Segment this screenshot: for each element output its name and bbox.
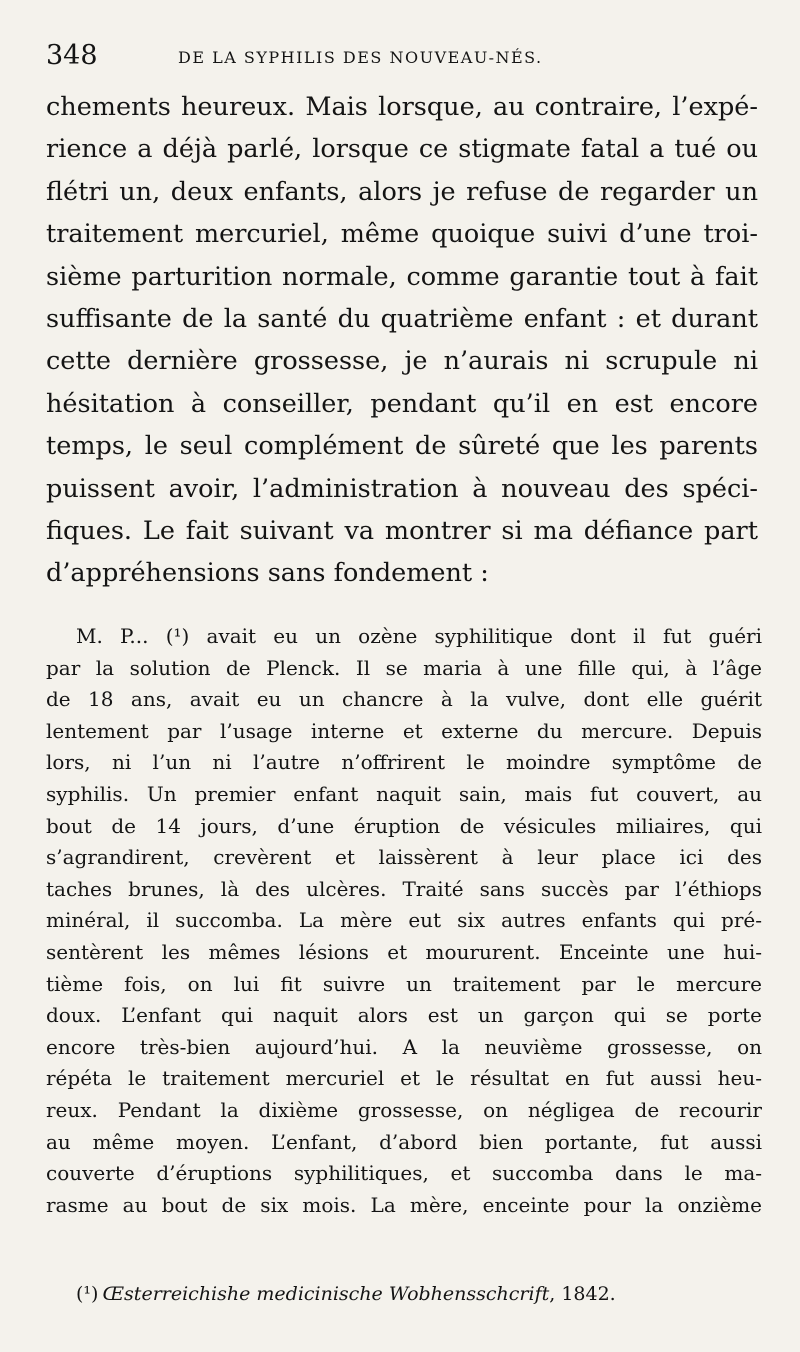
case-line: de 18 ans, avait eu un chancre à la vulve, dont elle guérit — [46, 687, 762, 712]
case-line: M. P... (¹) avait eu un ozène syphilitique dont il fut guéri — [76, 624, 762, 648]
case-line: rasme au bout de six mois. La mère, enceinte pour la onzième — [46, 1192, 762, 1217]
case-line: minéral, il succomba. La mère eut six autres enfants qui pré- — [46, 908, 762, 933]
case-line: encore très-bien aujourd’hui. A la neuvième grossesse, on — [46, 1034, 762, 1059]
case-line: syphilis. Un premier enfant naquit sain, mais fut couvert, au — [46, 781, 762, 806]
case-line: répéta le traitement mercuriel et le résultat en fut aussi heu- — [46, 1066, 762, 1091]
text-line: traitement mercuriel, même quoique suivi d’une troi- — [46, 219, 758, 250]
text-line: fiques. Le fait suivant va montrer si ma défiance part — [46, 515, 758, 546]
text-line: suffisante de la santé du quatrième enfant : et durant — [46, 303, 758, 334]
case-line: au même moyen. L’enfant, d’abord bien portante, fut aussi — [46, 1129, 762, 1154]
case-report — [46, 621, 762, 1221]
case-line: doux. L’enfant qui naquit alors est un garçon qui se porte — [46, 1003, 762, 1028]
case-line: s’agrandirent, crevèrent et laissèrent à leur place ici des — [46, 845, 762, 870]
footnote-marker: (¹) — [76, 1283, 99, 1305]
case-line: lors, ni l’un ni l’autre n’offrirent le moindre symptôme de — [46, 750, 762, 775]
text-line: hésitation à conseiller, pendant qu’il en est encore — [46, 388, 758, 419]
text-line: cette dernière grossesse, je n’aurais ni scrupule ni — [46, 346, 758, 377]
running-title: DE LA SYPHILIS DES NOUVEAU-NÉS. — [178, 48, 543, 67]
case-line: sentèrent les mêmes lésions et moururent. Enceinte une hui- — [46, 939, 762, 964]
text-line: rience a déjà parlé, lorsque ce stigmate fatal a tué ou — [46, 134, 758, 165]
page-number: 348 — [46, 40, 98, 71]
text-line: temps, le seul complément de sûreté que les parents — [46, 431, 758, 462]
main-paragraph — [46, 86, 758, 595]
text-line: d’appréhensions sans fondement : — [46, 558, 489, 589]
text-line: chements heureux. Mais lorsque, au contraire, l’expé- — [46, 92, 758, 122]
case-line: lentement par l’usage interne et externe du mercure. Depuis — [46, 718, 762, 743]
footnote-year: , 1842. — [549, 1283, 616, 1305]
case-line: taches brunes, là des ulcères. Traité sans succès par l’éthiops — [46, 876, 762, 901]
text-line: sième parturition normale, comme garantie tout à fait — [46, 261, 758, 292]
case-line: tième fois, on lui fit suivre un traitement par le mercure — [46, 971, 762, 996]
case-line: reux. Pendant la dixième grossesse, on négligea de recourir — [46, 1097, 762, 1122]
footnote-journal: Œsterreichishe medicinische Wobhensschcrift — [102, 1283, 550, 1305]
case-line: couverte d’éruptions syphilitiques, et succomba dans le ma- — [46, 1161, 762, 1186]
case-line: bout de 14 jours, d’une éruption de vésicules miliaires, qui — [46, 813, 762, 838]
text-line: flétri un, deux enfants, alors je refuse de regarder un — [46, 176, 758, 207]
case-line: par la solution de Plenck. Il se maria à une fille qui, à l’âge — [46, 655, 762, 680]
page-header — [46, 40, 766, 80]
text-line: puissent avoir, l’administration à nouveau des spéci- — [46, 473, 758, 504]
footnote — [76, 1283, 616, 1305]
